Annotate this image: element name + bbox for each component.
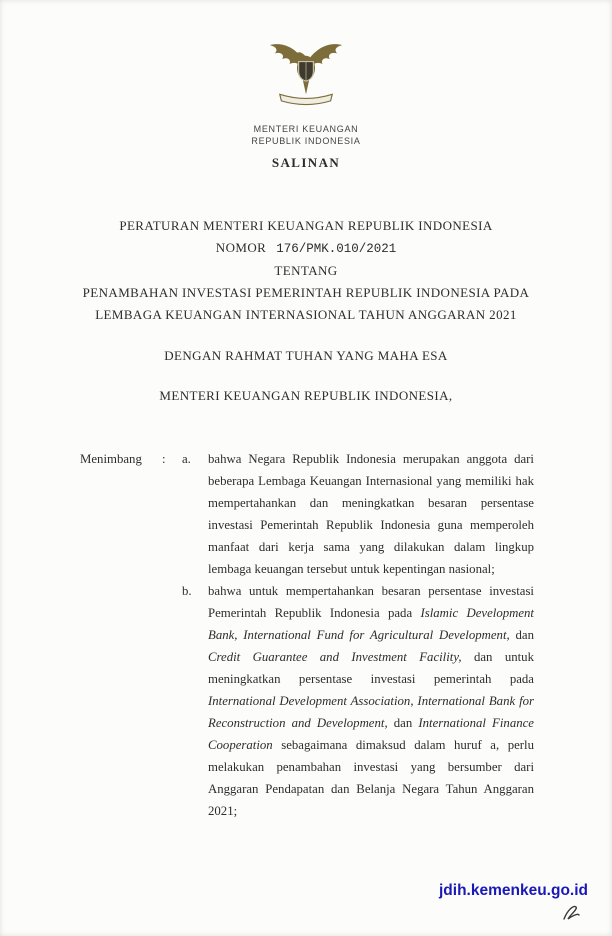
considering-colon: :: [162, 452, 166, 466]
considering-item: [182, 580, 534, 822]
issuer-line: MENTERI KEUANGAN REPUBLIK INDONESIA,: [159, 388, 453, 403]
considering-label: Menimbang: [80, 452, 142, 466]
jdih-website-link[interactable]: jdih.kemenkeu.go.id: [439, 882, 588, 899]
garuda-pancasila-emblem-icon: [265, 32, 347, 119]
letterhead: [0, 0, 612, 119]
considering-items: [182, 448, 534, 822]
regulation-number-line: [0, 237, 612, 260]
ministry-country: REPUBLIK INDONESIA: [251, 136, 361, 146]
considering-item-letter: a.: [182, 452, 191, 466]
ministry-name: MENTERI KEUANGAN: [253, 124, 359, 134]
considering-section: [80, 448, 534, 822]
regulation-title: PERATURAN MENTERI KEUANGAN REPUBLIK INDONESIA: [119, 218, 493, 233]
copy-stamp: SALINAN: [271, 155, 341, 170]
number-value: 176/PMK.010/2021: [276, 242, 397, 256]
paraf-mark: [558, 899, 584, 930]
about-label: TENTANG: [274, 263, 338, 278]
subject-line-1: PENAMBAHAN INVESTASI PEMERINTAH REPUBLIK INDONESIA PADA: [82, 285, 530, 300]
considering-item-text: bahwa untuk mempertahankan besaran persentase investasi Pemerintah Republik Indonesia pada Islamic Development Bank, International Fund for Agricultural Development, dan Credit Guarantee and Investment Facility, dan untuk meningkatkan persentase investasi pemerintah pada International Development Association, International Bank for Reconstruction and Development, dan International Finance Cooperation sebagaimana dimaksud dalam huruf a, perlu melakukan penambahan investasi yang bersumber dari Anggaran Pendapatan dan Belanja Negara Tahun Anggaran 2021;: [208, 584, 534, 818]
ministry-letterhead: [0, 123, 612, 147]
number-label: NOMOR: [215, 240, 267, 255]
considering-item-text: bahwa Negara Republik Indonesia merupakan anggota dari beberapa Lembaga Keuangan Internasional yang memiliki hak mempertahankan dan meningkatkan besaran persentase investasi Pemerintah Republik Indonesia guna memperoleh manfaat dari kerja sama yang dilakukan dalam lingkup lembaga keuangan tersebut untuk kepentingan nasional;: [208, 452, 534, 576]
title-block: [0, 215, 612, 326]
subject-line-2: LEMBAGA KEUANGAN INTERNASIONAL TAHUN ANGGARAN 2021: [95, 307, 517, 322]
considering-item-letter: b.: [182, 584, 192, 598]
considering-item: [182, 448, 534, 580]
invocation-line: DENGAN RAHMAT TUHAN YANG MAHA ESA: [164, 348, 448, 363]
